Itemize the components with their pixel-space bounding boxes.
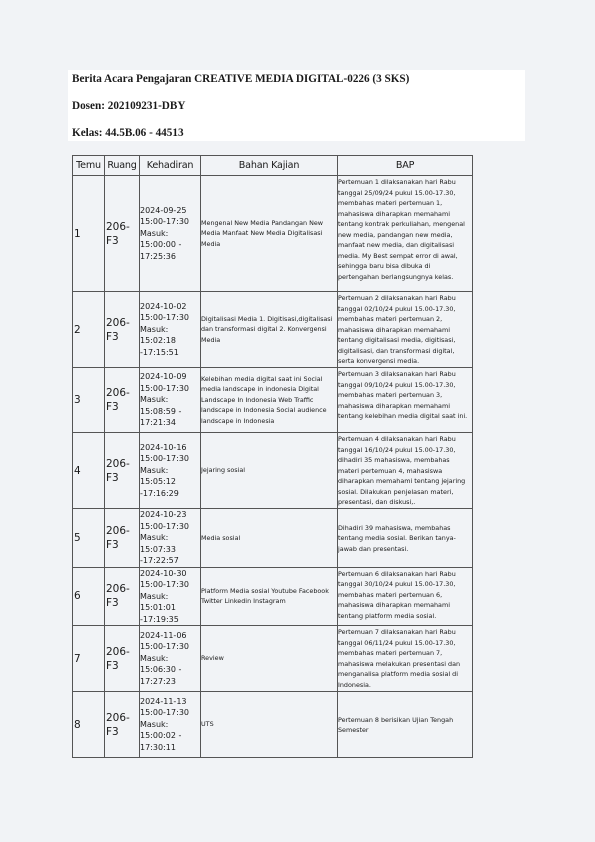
cell-bap: Pertemuan 4 dilaksanakan hari Rabu tanggal 16/10/24 pukul 15.00-17.30, dihadiri 35 mahasiswa, membahas materi pertemuan 4, mahasiswa diharapkan memahami tentang jejaring sosial. Dilakukan penjelasan materi, presentasi, dan diskusi,. [338, 433, 473, 509]
cell-temu: 3 [73, 368, 105, 433]
cell-temu: 7 [73, 626, 105, 692]
cell-bahan-kajian: Media sosial [201, 509, 338, 568]
table-row [73, 692, 473, 758]
cell-ruang: 206- F3 [105, 176, 140, 292]
cell-kehadiran: 2024-11-13 15:00-17:30 Masuk: 15:00:02 - 17:30:11 [140, 692, 201, 758]
cell-ruang: 206- F3 [105, 292, 140, 368]
cell-bahan-kajian: Kelebihan media digital saat ini Social media landscape in indonesia Digital Landscape In Indonesia Web Traffic landscape in Indonesia Social audience landscape in Indonesia [201, 368, 338, 433]
cell-temu: 1 [73, 176, 105, 292]
cell-ruang: 206- F3 [105, 626, 140, 692]
cell-temu: 5 [73, 509, 105, 568]
column-header-temu: Temu [73, 156, 105, 176]
cell-bahan-kajian: Jejaring sosial [201, 433, 338, 509]
table-row [73, 567, 473, 626]
cell-kehadiran: 2024-10-02 15:00-17:30 Masuk: 15:02:18 -17:15:51 [140, 292, 201, 368]
cell-bahan-kajian: Platform Media sosial Youtube Facebook Twitter Linkedin Instagram [201, 567, 338, 626]
cell-temu: 4 [73, 433, 105, 509]
cell-kehadiran: 2024-10-16 15:00-17:30 Masuk: 15:05:12 -17:16:29 [140, 433, 201, 509]
cell-bahan-kajian: Digitalisasi Media 1. Digitisasi,digitalisasi dan transformasi digital 2. Konvergensi Media [201, 292, 338, 368]
cell-ruang: 206- F3 [105, 567, 140, 626]
cell-temu: 8 [73, 692, 105, 758]
cell-kehadiran: 2024-09-25 15:00-17:30 Masuk: 15:00:00 - 17:25:36 [140, 176, 201, 292]
cell-ruang: 206- F3 [105, 433, 140, 509]
cell-kehadiran: 2024-10-09 15:00-17:30 Masuk: 15:08:59 - 17:21:34 [140, 368, 201, 433]
cell-bap: Pertemuan 8 berisikan Ujian Tengah Semester [338, 692, 473, 758]
cell-bahan-kajian: Mengenal New Media Pandangan New Media Manfaat New Media Digitalisasi Media [201, 176, 338, 292]
column-header-bahan-kajian: Bahan Kajian [201, 156, 338, 176]
cell-kehadiran: 2024-10-23 15:00-17:30 Masuk: 15:07:33 -17:22:57 [140, 509, 201, 568]
lecturer-line: Dosen: 202109231-DBY [72, 100, 186, 112]
cell-kehadiran: 2024-10-30 15:00-17:30 Masuk: 15:01:01 -17:19:35 [140, 567, 201, 626]
cell-bap: Pertemuan 1 dilaksanakan hari Rabu tanggal 25/09/24 pukul 15.00-17.30, membahas materi pertemuan 1, mahasiswa diharapkan memahami tentang kontrak perkuliahan, mengenal new media, pandangan new media, manfaat new media, dan digitalisasi media. My Best sempat error di awal, sehingga baru bisa dibuka di pertengahan berlangsungnya kelas. [338, 176, 473, 292]
cell-bahan-kajian: UTS [201, 692, 338, 758]
cell-bahan-kajian: Review [201, 626, 338, 692]
table-header-row [73, 156, 473, 176]
table-row [73, 176, 473, 292]
document-title: Berita Acara Pengajaran CREATIVE MEDIA DIGITAL-0226 (3 SKS) [72, 73, 410, 85]
attendance-table [72, 155, 473, 758]
document-header [68, 70, 525, 141]
cell-bap: Pertemuan 2 dilaksanakan hari Rabu tanggal 02/10/24 pukul 15.00-17.30, membahas materi pertemuan 2, mahasiswa diharapkan memahami tentang digitalisasi media, digitisasi, digitalisasi, dan transformasi digital, serta konvergensi media. [338, 292, 473, 368]
table-row [73, 433, 473, 509]
cell-temu: 2 [73, 292, 105, 368]
cell-bap: Dihadiri 39 mahasiswa, membahas tentang media sosial. Berikan tanya-jawab dan presentasi. [338, 509, 473, 568]
table-row [73, 509, 473, 568]
class-line: Kelas: 44.5B.06 - 44513 [72, 127, 184, 139]
cell-temu: 6 [73, 567, 105, 626]
cell-ruang: 206- F3 [105, 509, 140, 568]
column-header-ruang: Ruang [105, 156, 140, 176]
cell-ruang: 206- F3 [105, 368, 140, 433]
cell-ruang: 206- F3 [105, 692, 140, 758]
table-row [73, 368, 473, 433]
cell-bap: Pertemuan 6 dilaksanakan hari Rabu tanggal 30/10/24 pukul 15.00-17.30, membahas materi pertemuan 6, mahasiswa diharapkan memahami tentang platform media sosial. [338, 567, 473, 626]
column-header-bap: BAP [338, 156, 473, 176]
table-row [73, 626, 473, 692]
cell-bap: Pertemuan 7 dilaksanakan hari Rabu tanggal 06/11/24 pukul 15.00-17.30, membahas materi pertemuan 7, mahasiswa melakukan presentasi dan menganalisa platform media sosial di Indonesia. [338, 626, 473, 692]
cell-bap: Pertemuan 3 dilaksanakan hari Rabu tanggal 09/10/24 pukul 15.00-17.30, membahas materi pertemuan 3, mahasiswa diharapkan memahami tentang kelebihan media digital saat ini. [338, 368, 473, 433]
table-row [73, 292, 473, 368]
cell-kehadiran: 2024-11-06 15:00-17:30 Masuk: 15:06:30 - 17:27:23 [140, 626, 201, 692]
column-header-kehadiran: Kehadiran [140, 156, 201, 176]
